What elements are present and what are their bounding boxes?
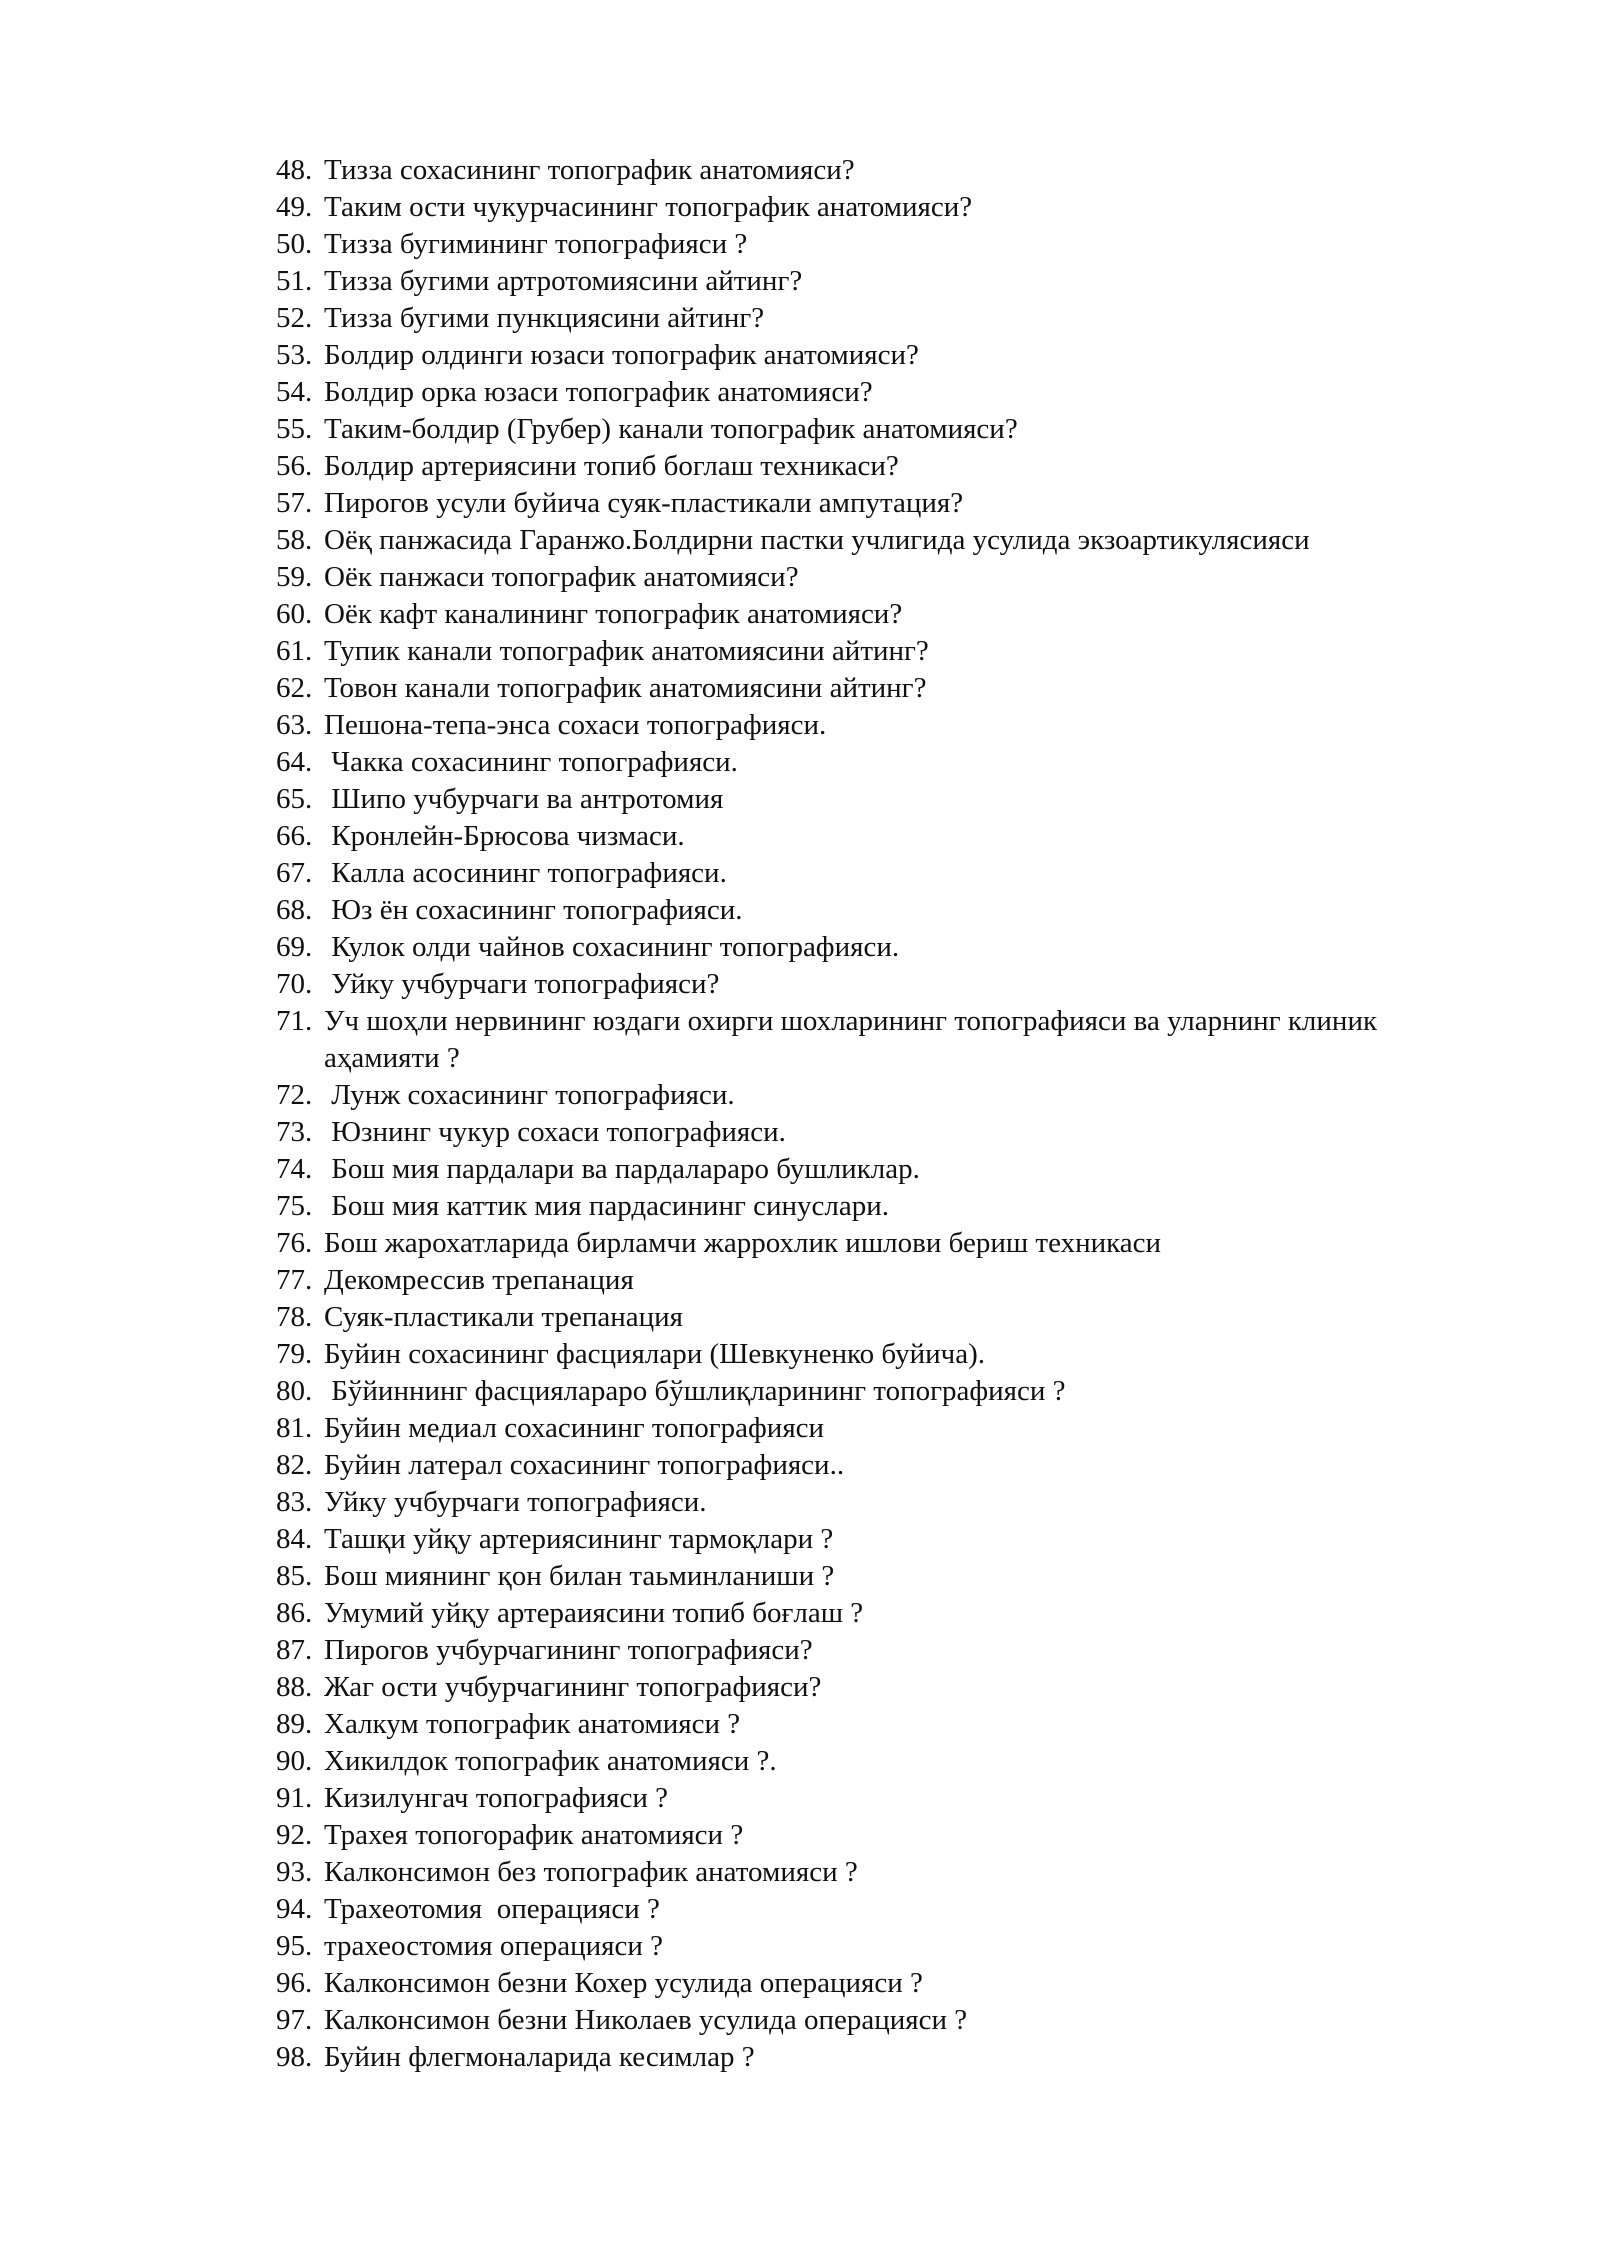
question-item bbox=[276, 1743, 1546, 1780]
question-item bbox=[276, 300, 1546, 337]
question-number: 95. bbox=[276, 1930, 313, 1962]
question-number: 63. bbox=[276, 709, 313, 741]
question-item bbox=[276, 374, 1546, 411]
question-number: 57. bbox=[276, 487, 313, 519]
question-item bbox=[276, 337, 1546, 374]
question-item bbox=[276, 818, 1546, 855]
question-number: 75. bbox=[276, 1190, 313, 1222]
question-item bbox=[276, 1669, 1546, 1706]
question-item bbox=[276, 1336, 1546, 1373]
question-text: Уйку учбурчаги топографияси. bbox=[324, 1486, 707, 1518]
question-text: Лунж сохасининг топографияси. bbox=[324, 1079, 735, 1111]
question-text: Буйин флегмоналарида кесимлар ? bbox=[324, 2041, 755, 2073]
question-number: 97. bbox=[276, 2004, 313, 2036]
question-item bbox=[276, 1262, 1546, 1299]
question-item bbox=[276, 1151, 1546, 1188]
question-number: 59. bbox=[276, 561, 313, 593]
question-number: 62. bbox=[276, 672, 313, 704]
question-number: 83. bbox=[276, 1486, 313, 1518]
question-text: Тупик канали топографик анатомиясини айтинг? bbox=[324, 635, 929, 667]
question-item bbox=[276, 485, 1546, 522]
question-item bbox=[276, 1114, 1546, 1151]
question-text: Калла асосининг топографияси. bbox=[324, 857, 727, 889]
question-number: 70. bbox=[276, 968, 313, 1000]
question-item bbox=[276, 1817, 1546, 1854]
question-text: Халкум топографик анатомияси ? bbox=[324, 1708, 741, 1740]
question-text: Трахея топогорафик анатомияси ? bbox=[324, 1819, 744, 1851]
question-number: 82. bbox=[276, 1449, 313, 1481]
question-item bbox=[276, 1188, 1546, 1225]
question-item bbox=[276, 1706, 1546, 1743]
question-text: Оёқ панжасида Гаранжо.Болдирни пастки учлигида усулида экзоартикулясияси bbox=[324, 524, 1310, 556]
question-item bbox=[276, 263, 1546, 300]
question-item bbox=[276, 670, 1546, 707]
question-text: Кронлейн-Брюсова чизмаси. bbox=[324, 820, 685, 852]
question-number: 48. bbox=[276, 154, 313, 186]
question-text: Бош мия пардалари ва пардалараро бушликлар. bbox=[324, 1153, 920, 1185]
question-text: Бўйиннинг фасциялараро бўшлиқларининг топографияси ? bbox=[324, 1375, 1066, 1407]
question-number: 93. bbox=[276, 1856, 313, 1888]
question-item bbox=[276, 1521, 1546, 1558]
question-text: Таким ости чукурчасининг топографик анатомияси? bbox=[324, 191, 973, 223]
question-number: 85. bbox=[276, 1560, 313, 1592]
question-number: 77. bbox=[276, 1264, 313, 1296]
question-number: 58. bbox=[276, 524, 313, 556]
question-text: Оёк панжаси топографик анатомияси? bbox=[324, 561, 799, 593]
question-text: Бош мия каттик мия пардасининг синуслари. bbox=[324, 1190, 890, 1222]
question-item bbox=[276, 1484, 1546, 1521]
question-item bbox=[276, 448, 1546, 485]
question-item bbox=[276, 1558, 1546, 1595]
question-number: 67. bbox=[276, 857, 313, 889]
question-text: Кизилунгач топографияси ? bbox=[324, 1782, 669, 1814]
question-text: Пешона-тепа-энса сохаси топографияси. bbox=[324, 709, 827, 741]
question-text: Бош миянинг қон билан таьминланиши ? bbox=[324, 1560, 835, 1592]
question-item bbox=[276, 781, 1546, 818]
question-number: 64. bbox=[276, 746, 313, 778]
question-text: Уйку учбурчаги топографияси? bbox=[324, 968, 720, 1000]
question-number: 86. bbox=[276, 1597, 313, 1629]
question-number: 92. bbox=[276, 1819, 313, 1851]
question-number: 71. bbox=[276, 1005, 313, 1037]
question-item bbox=[276, 966, 1546, 1003]
question-text: Декомрессив трепанация bbox=[324, 1264, 634, 1296]
question-text: Умумий уйқу артераиясини топиб боғлаш ? bbox=[324, 1597, 864, 1629]
question-text: Чакка сохасининг топографияси. bbox=[324, 746, 738, 778]
question-text: Юз ён сохасининг топографияси. bbox=[324, 894, 743, 926]
question-item bbox=[276, 1632, 1546, 1669]
question-text: Калконсимон безни Кохер усулида операцияси ? bbox=[324, 1967, 923, 1999]
question-item bbox=[276, 855, 1546, 892]
question-number: 73. bbox=[276, 1116, 313, 1148]
question-number: 65. bbox=[276, 783, 313, 815]
question-text: Оёк кафт каналининг топографик анатомияси? bbox=[324, 598, 903, 630]
question-number: 90. bbox=[276, 1745, 313, 1777]
question-number: 66. bbox=[276, 820, 313, 852]
question-text: Жаг ости учбурчагининг топографияси? bbox=[324, 1671, 822, 1703]
question-text: Трахеотомия операцияси ? bbox=[324, 1893, 660, 1925]
question-text: трахеостомия операцияси ? bbox=[324, 1930, 663, 1962]
question-number: 69. bbox=[276, 931, 313, 963]
question-text: Тизза бугими артротомиясини айтинг? bbox=[324, 265, 803, 297]
question-item bbox=[276, 1965, 1546, 2002]
question-item bbox=[276, 152, 1546, 189]
question-number: 80. bbox=[276, 1375, 313, 1407]
question-number: 54. bbox=[276, 376, 313, 408]
question-item bbox=[276, 189, 1546, 226]
question-text: Товон канали топографик анатомиясини айтинг? bbox=[324, 672, 927, 704]
question-text: Калконсимон безни Николаев усулида операцияси ? bbox=[324, 2004, 968, 2036]
question-text: Ташқи уйқу артериясининг тармоқлари ? bbox=[324, 1523, 834, 1555]
question-item bbox=[276, 1928, 1546, 1965]
question-number: 78. bbox=[276, 1301, 313, 1333]
question-text: Юзнинг чукур сохаси топографияси. bbox=[324, 1116, 786, 1148]
question-text: Пирогов усули буйича суяк-пластикали ампутация? bbox=[324, 487, 964, 519]
question-item bbox=[276, 1595, 1546, 1632]
question-item bbox=[276, 1225, 1546, 1262]
question-number: 74. bbox=[276, 1153, 313, 1185]
question-text: Тизза бугимининг топографияси ? bbox=[324, 228, 748, 260]
question-number: 84. bbox=[276, 1523, 313, 1555]
question-text: Кулок олди чайнов сохасининг топографияси. bbox=[324, 931, 900, 963]
question-number: 76. bbox=[276, 1227, 313, 1259]
question-text: Таким-болдир (Грубер) канали топографик анатомияси? bbox=[324, 413, 1018, 445]
question-number: 68. bbox=[276, 894, 313, 926]
question-text: Хикилдок топографик анатомияси ?. bbox=[324, 1745, 777, 1777]
question-text: Болдир артериясини топиб боглаш техникаси? bbox=[324, 450, 899, 482]
question-item bbox=[276, 1299, 1546, 1336]
question-item bbox=[276, 1891, 1546, 1928]
question-number: 50. bbox=[276, 228, 313, 260]
question-item bbox=[276, 226, 1546, 263]
question-number: 79. bbox=[276, 1338, 313, 1370]
question-number: 81. bbox=[276, 1412, 313, 1444]
question-number: 53. bbox=[276, 339, 313, 371]
question-item bbox=[276, 596, 1546, 633]
question-text: Бош жарохатларида бирламчи жаррохлик ишлови бериш техникаси bbox=[324, 1227, 1162, 1259]
question-number: 88. bbox=[276, 1671, 313, 1703]
question-number: 55. bbox=[276, 413, 313, 445]
question-item bbox=[276, 1003, 1546, 1077]
question-item bbox=[276, 559, 1546, 596]
question-number: 87. bbox=[276, 1634, 313, 1666]
question-list bbox=[276, 152, 1546, 2076]
question-item bbox=[276, 522, 1546, 559]
question-text: Болдир орка юзаси топографик анатомияси? bbox=[324, 376, 873, 408]
question-text: Суяк-пластикали трепанация bbox=[324, 1301, 683, 1333]
question-item bbox=[276, 744, 1546, 781]
question-text: Тизза сохасининг топографик анатомияси? bbox=[324, 154, 855, 186]
question-number: 60. bbox=[276, 598, 313, 630]
question-item bbox=[276, 1854, 1546, 1891]
question-number: 98. bbox=[276, 2041, 313, 2073]
question-item bbox=[276, 1780, 1546, 1817]
question-item bbox=[276, 929, 1546, 966]
question-item bbox=[276, 1077, 1546, 1114]
question-item bbox=[276, 1373, 1546, 1410]
question-item bbox=[276, 1410, 1546, 1447]
question-number: 96. bbox=[276, 1967, 313, 1999]
question-text: Пирогов учбурчагининг топографияси? bbox=[324, 1634, 813, 1666]
question-number: 91. bbox=[276, 1782, 313, 1814]
question-text: Уч шоҳли нервининг юздаги охирги шохларининг топографияси ва уларнинг клиник аҳамияти ? bbox=[324, 1005, 1385, 1074]
question-number: 94. bbox=[276, 1893, 313, 1925]
question-text: Буйин сохасининг фасциялари (Шевкуненко буйича). bbox=[324, 1338, 985, 1370]
question-text: Буйин латерал сохасининг топографияси.. bbox=[324, 1449, 845, 1481]
question-text: Калконсимон без топографик анатомияси ? bbox=[324, 1856, 858, 1888]
question-text: Буйин медиал сохасининг топографияси bbox=[324, 1412, 825, 1444]
question-number: 61. bbox=[276, 635, 313, 667]
question-number: 52. bbox=[276, 302, 313, 334]
question-number: 72. bbox=[276, 1079, 313, 1111]
question-number: 49. bbox=[276, 191, 313, 223]
question-text: Шипо учбурчаги ва антротомия bbox=[324, 783, 724, 815]
question-item bbox=[276, 2039, 1546, 2076]
question-item bbox=[276, 2002, 1546, 2039]
question-text: Тизза бугими пункциясини айтинг? bbox=[324, 302, 765, 334]
question-item bbox=[276, 707, 1546, 744]
question-text: Болдир олдинги юзаси топографик анатомияси? bbox=[324, 339, 919, 371]
question-number: 89. bbox=[276, 1708, 313, 1740]
question-number: 56. bbox=[276, 450, 313, 482]
question-item bbox=[276, 633, 1546, 670]
question-item bbox=[276, 892, 1546, 929]
question-item bbox=[276, 411, 1546, 448]
question-item bbox=[276, 1447, 1546, 1484]
question-number: 51. bbox=[276, 265, 313, 297]
